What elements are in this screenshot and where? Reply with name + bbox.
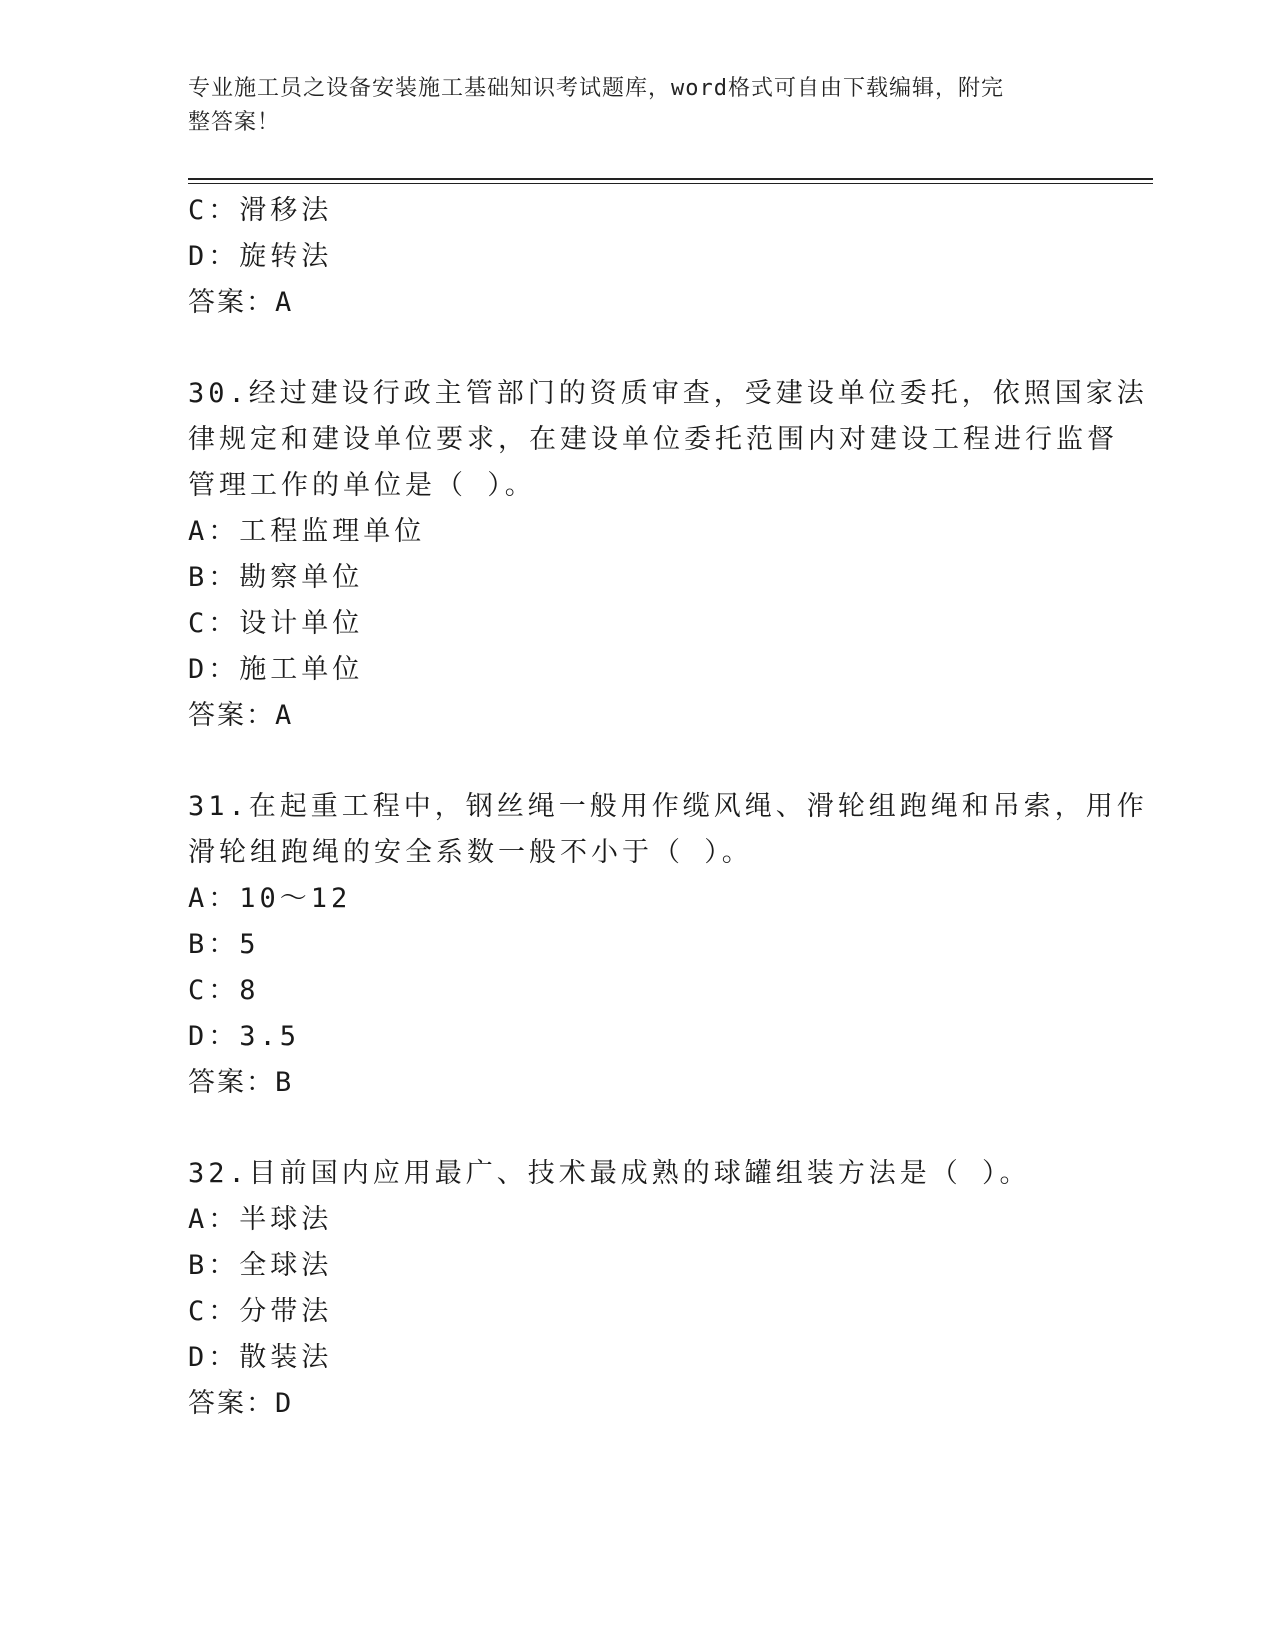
option-d: D：3.5 xyxy=(188,1021,301,1052)
option-c: C：8 xyxy=(188,975,260,1006)
option-b: B：5 xyxy=(188,929,260,960)
option-a: A：半球法 xyxy=(188,1204,333,1235)
question-continued xyxy=(188,188,1088,326)
header-divider-thin xyxy=(188,183,1153,184)
document-body xyxy=(188,188,1148,1427)
header-line-2: 整答案！ xyxy=(188,110,281,135)
answer-line: 答案：D xyxy=(188,1388,294,1419)
header-divider-thick xyxy=(188,178,1153,180)
option-a: A：10～12 xyxy=(188,883,352,914)
question-stem-line: 30.经过建设行政主管部门的资质审查，受建设单位委托，依照国家法 xyxy=(188,378,1148,409)
option-c: C：分带法 xyxy=(188,1296,333,1327)
answer-line: 答案：A xyxy=(188,700,294,731)
question-30 xyxy=(188,371,1148,739)
question-stem-line: 31.在起重工程中，钢丝绳一般用作缆风绳、滑轮组跑绳和吊索，用作 xyxy=(188,791,1148,822)
question-31 xyxy=(188,784,1148,1106)
answer-line: 答案：B xyxy=(188,1067,294,1098)
question-32 xyxy=(188,1151,1088,1427)
option-c: C：设计单位 xyxy=(188,608,364,639)
question-stem-line: 管理工作的单位是（ ）。 xyxy=(188,470,536,501)
option-c: C：滑移法 xyxy=(188,195,333,226)
option-d: D：散装法 xyxy=(188,1342,333,1373)
page-header xyxy=(188,72,1068,140)
header-line-1: 专业施工员之设备安装施工基础知识考试题库，word格式可自由下载编辑，附完 xyxy=(188,76,1004,101)
question-stem-line: 律规定和建设单位要求，在建设单位委托范围内对建设工程进行监督 xyxy=(188,424,1118,455)
question-stem-line: 滑轮组跑绳的安全系数一般不小于（ ）。 xyxy=(188,837,753,868)
answer-line: 答案：A xyxy=(188,287,294,318)
option-d: D：施工单位 xyxy=(188,654,364,685)
option-a: A：工程监理单位 xyxy=(188,516,426,547)
option-b: B：全球法 xyxy=(188,1250,333,1281)
option-d: D：旋转法 xyxy=(188,241,333,272)
option-b: B：勘察单位 xyxy=(188,562,364,593)
question-stem-line: 32.目前国内应用最广、技术最成熟的球罐组装方法是（ ）。 xyxy=(188,1158,1031,1189)
